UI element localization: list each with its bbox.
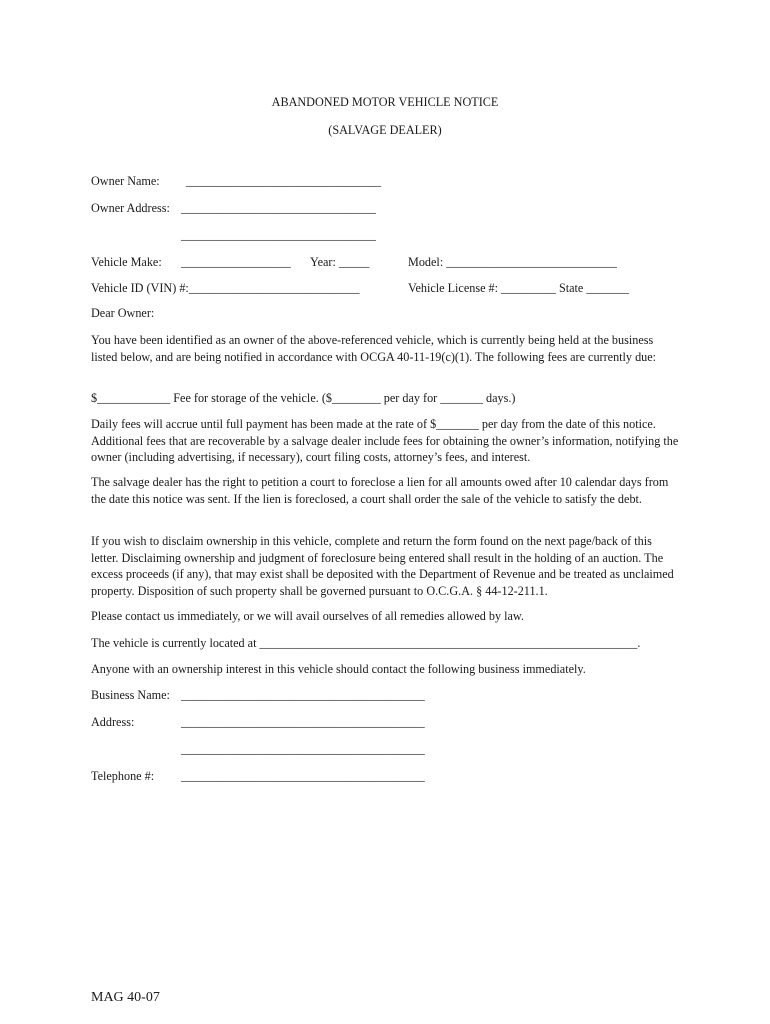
notice-paragraph-2: Daily fees will accrue until full payment has been made at the rate of $_______ per day from the date of this notice. Additional fees that are recoverable by a salvage dealer include fees for obtaining the owner’s information, notifying the owner (including advertising, if necessary), court filing costs, attorney’s fees, and interest. — [91, 417, 679, 464]
vehicle-year-field[interactable]: Year: _____ — [310, 255, 370, 269]
vehicle-location-line[interactable]: The vehicle is currently located at ______________________________________________________________. — [91, 636, 641, 650]
business-telephone-label: Telephone #: — [91, 769, 155, 783]
storage-fee-line[interactable]: $____________ Fee for storage of the vehicle. ($________ per day for _______ days.) — [91, 391, 516, 405]
notice-paragraph-4: If you wish to disclaim ownership in this vehicle, complete and return the form found on the next page/back of this letter. Disclaiming ownership and judgment of foreclosure being entered shall result in the holding of an auction. The excess proceeds (if any), that may exist shall be deposited with the Department of Revenue and be treated as unclaimed property. Disposition of such property shall be governed pursuant to O.C.G.A. § 44-12-211.1. — [91, 534, 674, 598]
document-title: ABANDONED MOTOR VEHICLE NOTICE — [271, 95, 499, 109]
form-number: MAG 40-07 — [91, 990, 160, 1005]
notice-paragraph-3: The salvage dealer has the right to petition a court to foreclose a lien for all amounts owed after 10 calendar days from the date this notice was sent. If the lien is foreclosed, a court shall order the sale of the vehicle to satisfy the debt. — [91, 475, 669, 506]
business-address-label: Address: — [91, 715, 135, 729]
vehicle-model-field[interactable]: Model: ____________________________ — [408, 255, 617, 269]
business-name-label: Business Name: — [91, 688, 170, 702]
owner-name-label: Owner Name: — [91, 174, 160, 188]
notice-paragraph-6: Anyone with an ownership interest in this vehicle should contact the following business immediately. — [91, 662, 586, 676]
notice-paragraph-5: Please contact us immediately, or we will avail ourselves of all remedies allowed by law. — [91, 609, 524, 623]
business-name-field[interactable]: ________________________________________ — [181, 688, 425, 702]
owner-address-field-1[interactable]: ________________________________ — [181, 201, 376, 215]
business-address-field-2[interactable]: ________________________________________ — [181, 742, 425, 756]
document-subtitle: (SALVAGE DEALER) — [328, 123, 442, 137]
business-telephone-field[interactable]: ________________________________________ — [181, 769, 425, 783]
vehicle-make-label: Vehicle Make: — [91, 255, 162, 269]
notice-paragraph-1: You have been identified as an owner of the above-referenced vehicle, which is currently being held at the business listed below, and are being notified in accordance with OCGA 40-11-19(c)(1). The following fees are currently due: — [91, 333, 657, 364]
owner-address-field-2[interactable]: ________________________________ — [181, 228, 376, 242]
vehicle-make-field[interactable]: __________________ — [181, 255, 291, 269]
greeting: Dear Owner: — [91, 306, 155, 320]
owner-name-field[interactable]: ________________________________ — [186, 174, 381, 188]
vehicle-license-field[interactable]: Vehicle License #: _________ State _______ — [408, 281, 630, 295]
business-address-field-1[interactable]: ________________________________________ — [181, 715, 425, 729]
owner-address-label: Owner Address: — [91, 201, 170, 215]
vehicle-vin-field[interactable]: Vehicle ID (VIN) #:____________________________ — [91, 281, 360, 295]
